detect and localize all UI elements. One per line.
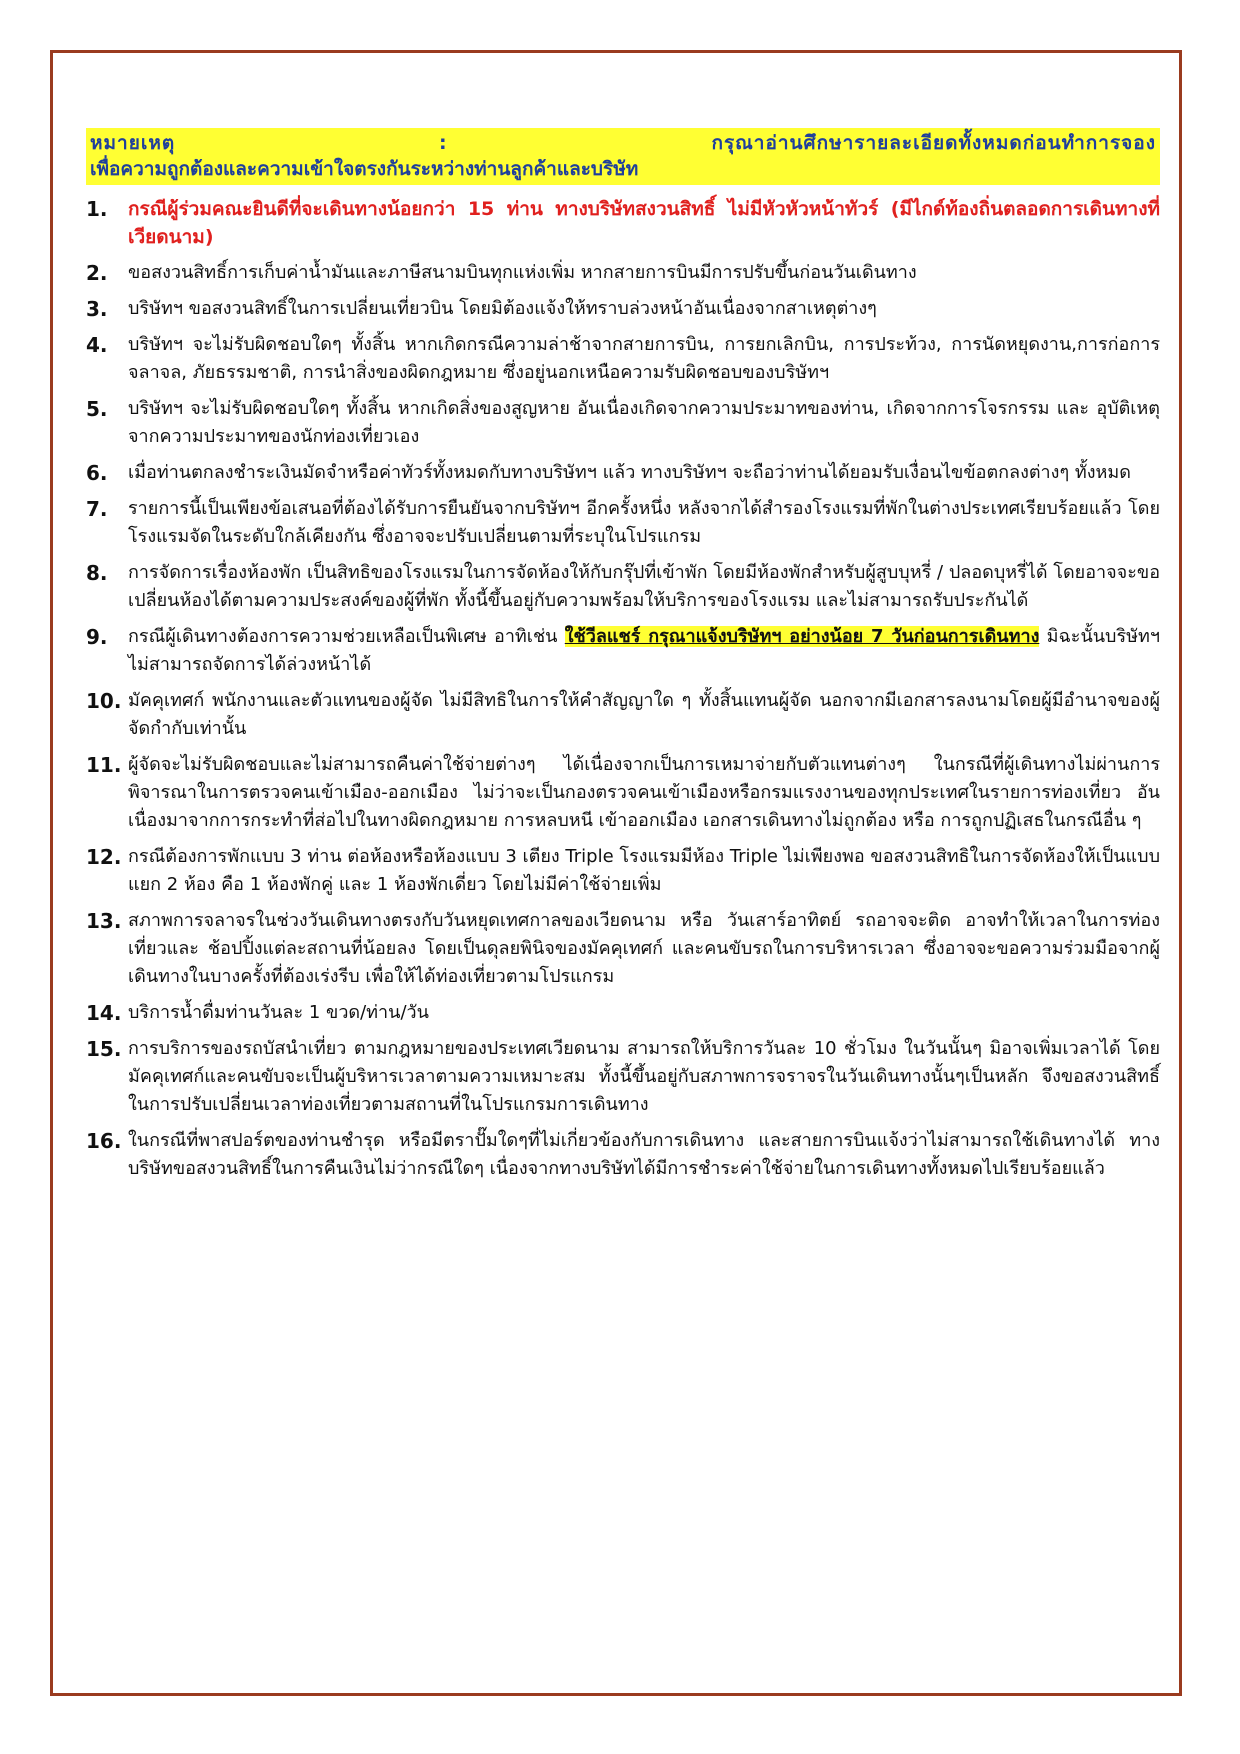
term-number: 10.	[86, 689, 122, 713]
notice-title: หมายเหตุ : กรุณาอ่านศึกษารายละเอียดทั้งหมดก่อนทำการจอง	[90, 132, 1156, 154]
term-text: สภาพการจลาจรในช่วงวันเดินทางตรงกับวันหยุดเทศกาลของเวียดนาม หรือ วันเสาร์อาทิตย์ รถอาจจะติด อาจทำให้เวลาในการท่องเที่ยวและ ช้อปปิ้งแต่ละสถานที่น้อยลง โดยเป็นดุลยพินิจของมัคคุเทศก์ และคนขับรถในการบริหารเวลา ซึ่งอาจจะขอความร่วมมือจากผู้เดินทางในบางครั้งที่ต้องเร่งรีบ เพื่อให้ได้ท่องเที่ยวตามโปรแกรม	[128, 910, 1160, 987]
term-text: ในกรณีที่พาสปอร์ตของท่านชำรุด หรือมีตราปั๊มใดๆที่ไม่เกี่ยวข้องกับการเดินทาง และสายการบินแจ้งว่าไม่สามารถใช้เดินทางได้ ทางบริษัทขอสงวนสิทธิ์ในการคืนเงินไม่ว่ากรณีใดๆ เนื่องจากทางบริษัทได้มีการชำระค่าใช้จ่ายในการเดินทางทั้งหมดไปเรียบร้อยแล้ว	[128, 1130, 1160, 1179]
term-number: 1.	[86, 197, 108, 221]
term-item-9	[86, 623, 1160, 679]
term-text: กรณีผู้ร่วมคณะยินดีที่จะเดินทางน้อยกว่า 15 ท่าน ทางบริษัทสงวนสิทธิ์ ไม่มีหัวหัวหน้าทัวร์ (มีไกด์ท้องถิ่นตลอดการเดินทางที่เวียดนาม)	[128, 198, 1160, 248]
term-text: การจัดการเรื่องห้องพัก เป็นสิทธิของโรงแรมในการจัดห้องให้กับกรุ๊ปที่เข้าพัก โดยมีห้องพักสำหรับผู้สูบบุหรี่ / ปลอดบุหรี่ได้ โดยอาจจะขอเปลี่ยนห้องได้ตามความประสงค์ของผู้ที่พัก ทั้งนี้ขึ้นอยู่กับความพร้อมให้บริการของโรงแรม และไม่สามารถรับประกันได้	[128, 562, 1160, 611]
term-item-7	[86, 495, 1160, 551]
term-text: บริการน้ำดื่มท่านวันละ 1 ขวด/ท่าน/วัน	[128, 1002, 429, 1023]
term-text	[128, 623, 1160, 679]
term-number: 4.	[86, 333, 108, 357]
term-text: รายการนี้เป็นเพียงข้อเสนอที่ต้องได้รับการยืนยันจากบริษัทฯ อีกครั้งหนึ่ง หลังจากได้สำรองโรงแรมที่พักในต่างประเทศเรียบร้อยแล้ว โดยโรงแรมจัดในระดับใกล้เคียงกัน ซึ่งอาจจะปรับเปลี่ยนตามที่ระบุในโปรแกรม	[128, 498, 1160, 547]
term-number: 2.	[86, 261, 108, 285]
term-item-14	[86, 999, 1160, 1027]
term-item-3	[86, 295, 1160, 323]
term-number: 6.	[86, 461, 108, 485]
term-text: มัคคุเทศก์ พนักงานและตัวแทนของผู้จัด ไม่มีสิทธิในการให้คำสัญญาใด ๆ ทั้งสิ้นแทนผู้จัด นอกจากมีเอกสารลงนามโดยผู้มีอำนาจของผู้จัดกำกับเท่านั้น	[128, 690, 1160, 739]
term-item-10	[86, 687, 1160, 743]
term-text: บริษัทฯ จะไม่รับผิดชอบใดๆ ทั้งสิ้น หากเกิดสิ่งของสูญหาย อันเนื่องเกิดจากความประมาทของท่าน, เกิดจากการโจรกรรม และ อุบัติเหตุจากความประมาทของนักท่องเที่ยวเอง	[128, 398, 1160, 447]
term-number: 5.	[86, 397, 108, 421]
term-number: 16.	[86, 1129, 122, 1153]
term-item-11	[86, 751, 1160, 835]
wheelchair-highlight: ใช้วีลแชร์ กรุณาแจ้งบริษัทฯ อย่างน้อย 7 วันก่อนการเดินทาง	[564, 626, 1040, 647]
term-text: เมื่อท่านตกลงชำระเงินมัดจำหรือค่าทัวร์ทั้งหมดกับทางบริษัทฯ แล้ว ทางบริษัทฯ จะถือว่าท่านได้ยอมรับเงื่อนไขข้อตกลงต่างๆ ทั้งหมด	[128, 462, 1131, 483]
term-item-13	[86, 907, 1160, 991]
term-number: 3.	[86, 297, 108, 321]
term-item-1	[86, 195, 1160, 251]
notice-subtitle: เพื่อความถูกต้องและความเข้าใจตรงกันระหว่างท่านลูกค้าและบริษัท	[90, 158, 639, 180]
term-item-2	[86, 259, 1160, 287]
term-item-4	[86, 331, 1160, 387]
term-text: บริษัทฯ จะไม่รับผิดชอบใดๆ ทั้งสิ้น หากเกิดกรณีความล่าช้าจากสายการบิน, การยกเลิกบิน, การประท้วง, การนัดหยุดงาน,การก่อการจลาจล, ภัยธรรมชาติ, การนำสิ่งของผิดกฎหมาย ซึ่งอยู่นอกเหนือความรับผิดชอบของบริษัทฯ	[128, 334, 1160, 383]
term-item-8	[86, 559, 1160, 615]
term-text: กรณีต้องการพักแบบ 3 ท่าน ต่อห้องหรือห้องแบบ 3 เตียง Triple โรงแรมมีห้อง Triple ไม่เพียงพอ ขอสงวนสิทธิในการจัดห้องให้เป็นแบบ แยก 2 ห้อง คือ 1 ห้องพักคู่ และ 1 ห้องพักเดี่ยว โดยไม่มีค่าใช้จ่ายเพิ่ม	[128, 846, 1160, 895]
term-number: 12.	[86, 845, 122, 869]
term-number: 13.	[86, 909, 122, 933]
terms-list	[86, 195, 1160, 1183]
term-number: 14.	[86, 1001, 122, 1025]
term-item-16	[86, 1127, 1160, 1183]
term-item-5	[86, 395, 1160, 451]
term-number: 7.	[86, 497, 108, 521]
term-text-after: มิฉะนั้นบริษัทฯไม่สามารถจัดการได้ล่วงหน้าได้	[128, 626, 1160, 675]
notice-box	[86, 128, 1160, 185]
term-number: 11.	[86, 753, 122, 777]
term-text-before: กรณีผู้เดินทางต้องการความช่วยเหลือเป็นพิเศษ อาทิเช่น	[128, 626, 565, 647]
term-number: 15.	[86, 1037, 122, 1061]
term-text: บริษัทฯ ขอสงวนสิทธิ์ในการเปลี่ยนเที่ยวบิน โดยมิต้องแจ้งให้ทราบล่วงหน้าอันเนื่องจากสาเหตุต่างๆ	[128, 298, 877, 319]
term-text: ขอสงวนสิทธิ์การเก็บค่าน้ำมันและภาษีสนามบินทุกแห่งเพิ่ม หากสายการบินมีการปรับขึ้นก่อนวันเดินทาง	[128, 262, 917, 283]
term-number: 8.	[86, 561, 108, 585]
document-content	[86, 128, 1160, 1191]
term-item-12	[86, 843, 1160, 899]
term-text: ผู้จัดจะไม่รับผิดชอบและไม่สามารถคืนค่าใช้จ่ายต่างๆ ได้เนื่องจากเป็นการเหมาจ่ายกับตัวแทนต่างๆ ในกรณีที่ผู้เดินทางไม่ผ่านการพิจารณาในการตรวจคนเข้าเมือง-ออกเมือง ไม่ว่าจะเป็นกองตรวจคนเข้าเมืองหรือกรมแรงงานของทุกประเทศในรายการท่องเที่ยว อันเนื่องมาจากการกระทำที่ส่อไปในทางผิดกฎหมาย การหลบหนี เข้าออกเมือง เอกสารเดินทางไม่ถูกต้อง หรือ การถูกปฏิเสธในกรณีอื่น ๆ	[128, 754, 1160, 831]
term-number: 9.	[86, 625, 108, 649]
term-item-6	[86, 459, 1160, 487]
term-text: การบริการของรถบัสนำเที่ยว ตามกฎหมายของประเทศเวียดนาม สามารถให้บริการวันละ 10 ชั่วโมง ในวันนั้นๆ มิอาจเพิ่มเวลาได้ โดยมัคคุเทศก์และคนขับจะเป็นผู้บริหารเวลาตามความเหมาะสม ทั้งนี้ขึ้นอยู่กับสภาพการจราจรในวันเดินทางนั้นๆเป็นหลัก จึงขอสงวนสิทธิ์ในการปรับเปลี่ยนเวลาท่องเที่ยวตามสถานที่ในโปรแกรมการเดินทาง	[128, 1038, 1160, 1115]
term-item-15	[86, 1035, 1160, 1119]
